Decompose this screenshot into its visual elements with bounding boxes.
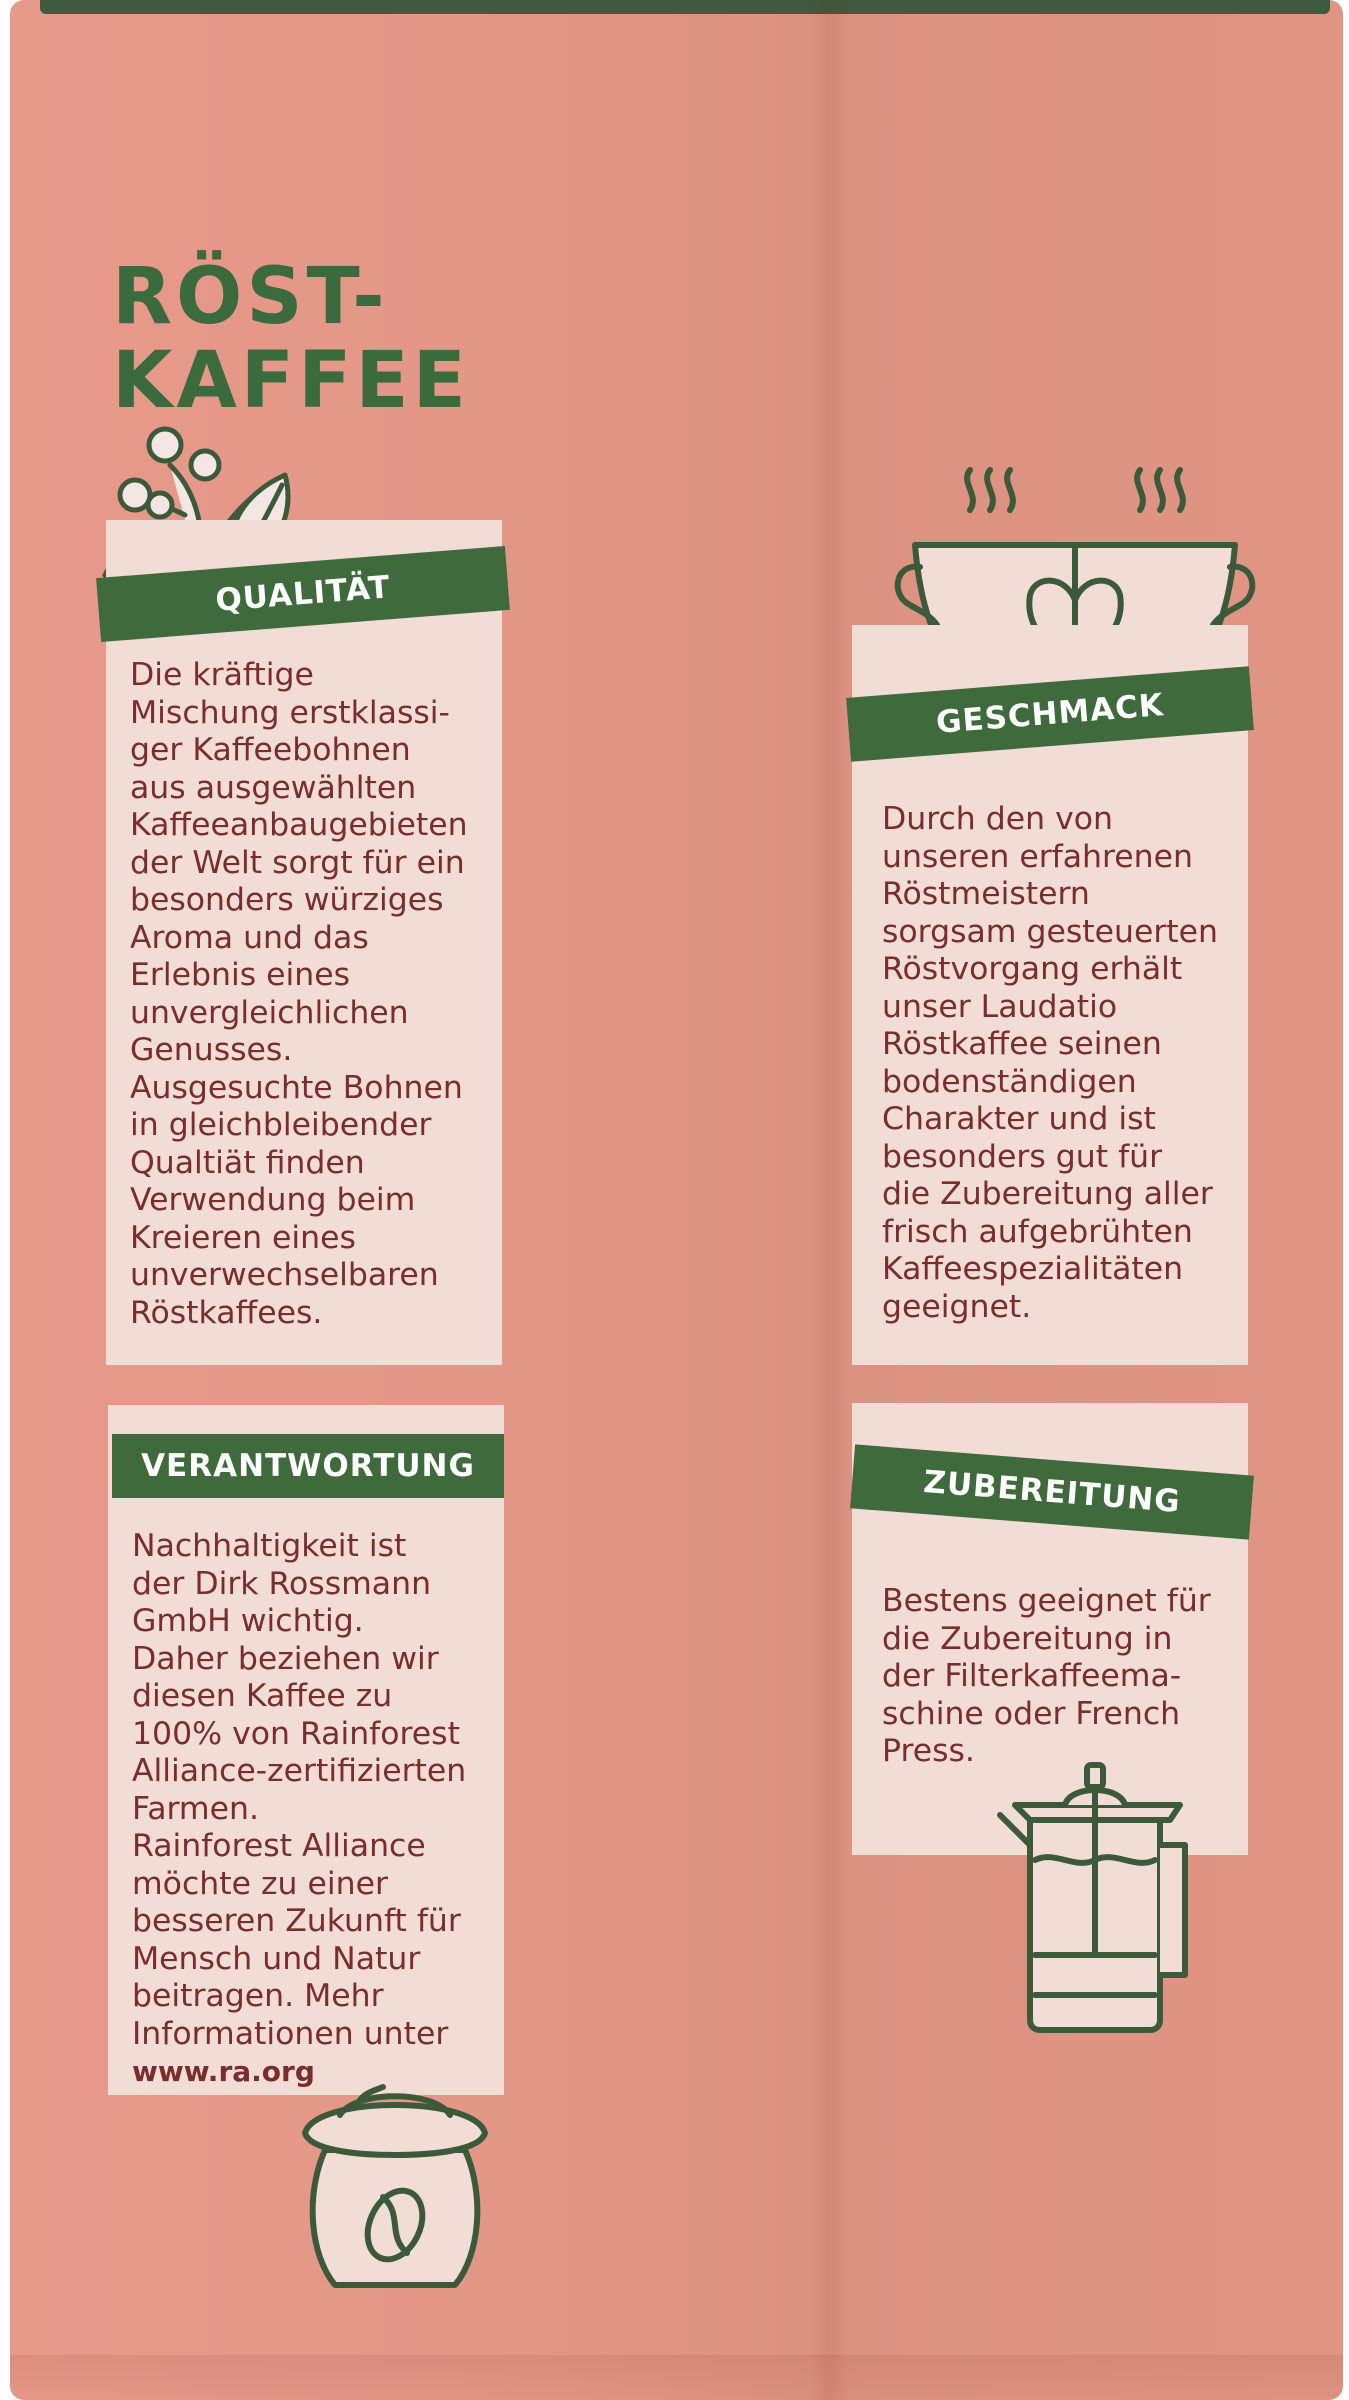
link-ra-org[interactable]: www.ra.org <box>132 2055 315 2088</box>
text-qualitaet: Die kräftige Mischung erstklassi- ger Kaffeebohnen aus ausgewählten Kaffeeanbaugebieten der Welt sorgt für ein besonders würziges Aroma und das Erlebnis eines unvergleichlichen Genusses. Ausgesuchte Bohnen in gleichbleibender Qualtiät finden Verwendung beim Kreieren eines unverwechselbaren Röstkaffees. <box>130 657 468 1331</box>
package-top-strip <box>40 0 1330 14</box>
coffee-sack-icon <box>295 2075 495 2290</box>
coffee-package-side <box>10 0 1343 2400</box>
card-verantwortung <box>108 1405 504 2095</box>
text-zubereitung: Bestens geeignet für die Zubereitung in der Filterkaffeema- schine oder French Press. <box>882 1583 1211 1769</box>
text-geschmack: Durch den von unseren erfahrenen Röstmeistern sorgsam gesteuerten Röstvorgang erhält unser Laudatio Röstkaffee seinen bodenständigen Charakter und ist besonders gut für die Zubereitung aller frisch aufgebrühten Kaffeespezialitäten geeignet. <box>882 801 1218 1325</box>
package-fold <box>810 0 850 2400</box>
product-title-line-2: KAFFEE <box>112 336 470 426</box>
heading-geschmack: GESCHMACK <box>846 666 1254 762</box>
card-geschmack <box>852 625 1248 1365</box>
french-press-icon <box>995 1755 1205 2035</box>
card-qualitaet <box>106 520 502 1365</box>
package-bottom-fold <box>10 2355 1343 2400</box>
heading-verantwortung: VERANTWORTUNG <box>112 1434 504 1498</box>
text-verantwortung: Nachhaltigkeit ist der Dirk Rossmann GmbH wichtig. Daher beziehen wir diesen Kaffee zu 100% von Rainforest Alliance-zertifizierten Farmen. Rainforest Alliance möchte zu einer besseren Zukunft für Mensch und Natur beitragen. Mehr Informationen unter <box>132 1528 467 2052</box>
product-title-line-1: RÖST- <box>112 252 389 342</box>
heading-zubereitung: ZUBEREITUNG <box>850 1444 1254 1539</box>
heading-qualitaet: QUALITÄT <box>96 546 510 642</box>
